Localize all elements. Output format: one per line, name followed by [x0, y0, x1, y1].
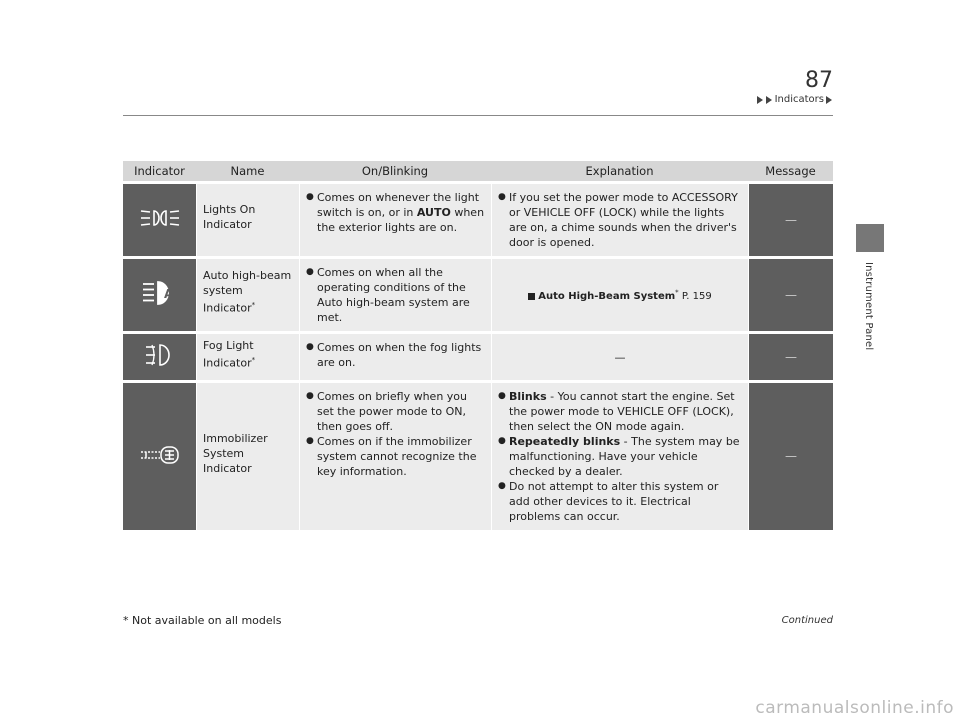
table-row: [123, 184, 833, 256]
reference-arrow-icon: [528, 293, 535, 300]
message-cell: —: [748, 184, 833, 256]
list-item: ● Repeatedly blinks - The system may be malfunctioning. Have your vehicle checked by a dealer.: [498, 434, 742, 479]
explanation-cell: —: [491, 334, 748, 380]
on-blinking-cell: [299, 259, 491, 331]
lights-on-icon: [138, 206, 182, 230]
indicator-cell: [123, 259, 196, 331]
indicator-table: [123, 158, 833, 533]
indicator-cell: [123, 383, 196, 530]
indicator-name: Auto high-beam system Indicator*: [196, 259, 299, 331]
indicator-name: Lights On Indicator: [196, 184, 299, 256]
page-reference-link[interactable]: Auto High-Beam System* P. 159: [528, 291, 712, 302]
on-blinking-cell: [299, 334, 491, 380]
list-item: ● Blinks - You cannot start the engine. Set the power mode to VEHICLE OFF (LOCK), then select the ON mode again.: [498, 389, 742, 434]
section-label: Instrument Panel: [863, 262, 874, 351]
indicator-name: Fog Light Indicator*: [196, 334, 299, 380]
page-number: 87: [805, 68, 833, 93]
explanation-cell: [491, 259, 748, 331]
column-header: Message: [748, 161, 833, 181]
list-item: ● Comes on briefly when you set the power mode to ON, then goes off.: [306, 389, 485, 434]
footnote: * Not available on all models: [123, 614, 282, 627]
breadcrumb-arrow-icon: [757, 96, 763, 104]
message-cell: —: [748, 383, 833, 530]
list-item: ● If you set the power mode to ACCESSORY or VEHICLE OFF (LOCK) while the lights are on, a chime sounds when the driver's door is opened.: [498, 190, 742, 250]
indicator-name: Immobilizer System Indicator: [196, 383, 299, 530]
indicator-cell: [123, 184, 196, 256]
indicator-cell: [123, 334, 196, 380]
immobilizer-icon: [138, 443, 182, 467]
list-item: ● Comes on whenever the light switch is on, or in AUTO when the exterior lights are on.: [306, 190, 485, 235]
explanation-cell: [491, 184, 748, 256]
list-item: ● Comes on if the immobilizer system cannot recognize the key information.: [306, 434, 485, 479]
breadcrumb-item: Indicators: [774, 94, 824, 105]
fog-light-icon: [142, 341, 178, 369]
column-header: Explanation: [491, 161, 748, 181]
table-header-row: [123, 161, 833, 181]
table-row: [123, 383, 833, 530]
list-item: ● Do not attempt to alter this system or add other devices to it. Electrical problems can occur.: [498, 479, 742, 524]
message-cell: —: [748, 334, 833, 380]
table-row: [123, 259, 833, 331]
explanation-cell: [491, 383, 748, 530]
list-item: ● Comes on when the fog lights are on.: [306, 340, 485, 370]
list-item: ● Comes on when all the operating conditions of the Auto high-beam system are met.: [306, 265, 485, 325]
auto-high-beam-icon: [140, 279, 180, 307]
continued-label: Continued: [781, 615, 833, 626]
on-blinking-cell: [299, 383, 491, 530]
watermark: carmanualsonline.info: [755, 698, 954, 718]
column-header: Indicator: [123, 161, 196, 181]
header-divider: [123, 115, 833, 116]
svg-text:A: A: [163, 287, 173, 301]
breadcrumb: [757, 94, 833, 105]
message-cell: —: [748, 259, 833, 331]
breadcrumb-arrow-icon: [826, 96, 832, 104]
column-header: On/Blinking: [299, 161, 491, 181]
column-header: Name: [196, 161, 299, 181]
breadcrumb-arrow-icon: [766, 96, 772, 104]
section-tab-marker: [856, 224, 884, 252]
table-row: [123, 334, 833, 380]
on-blinking-cell: [299, 184, 491, 256]
